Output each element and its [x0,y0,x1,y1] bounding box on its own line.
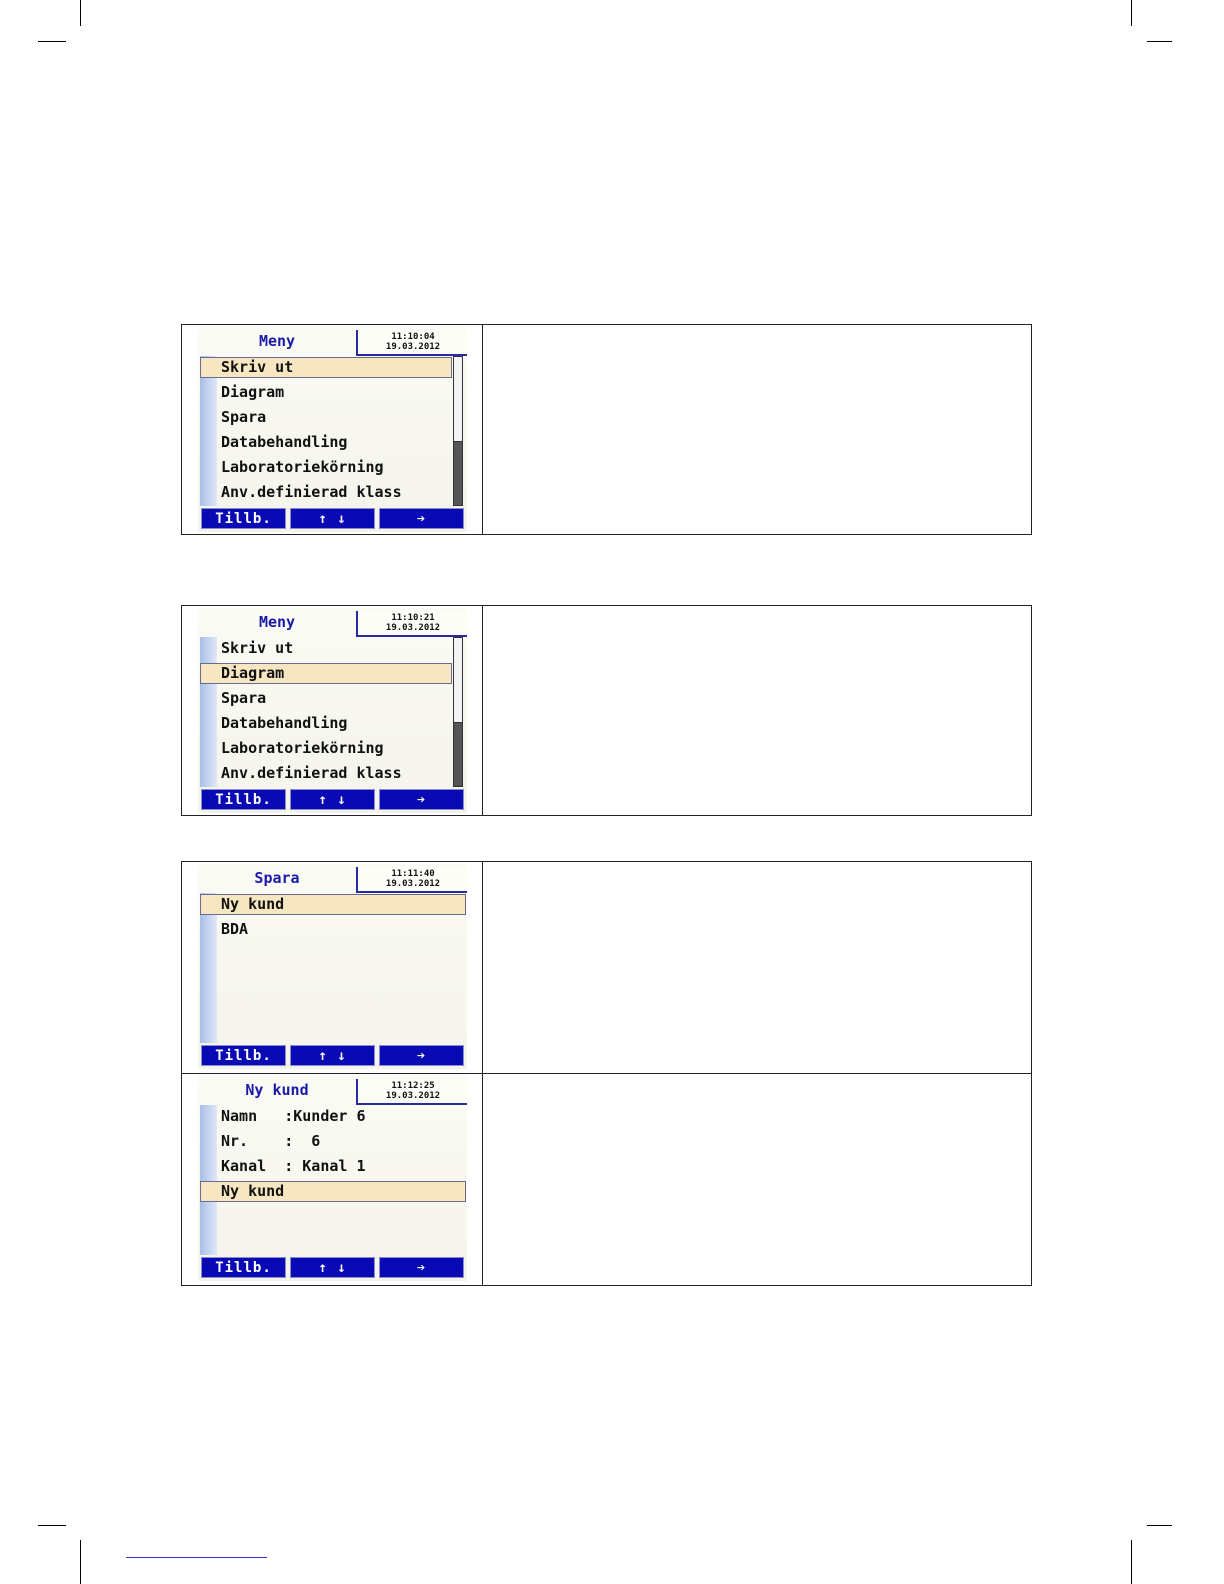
menu-item-user-defined-class[interactable]: Anv.definierad klass [221,764,402,782]
clock [356,330,467,356]
menu-item-diagram[interactable]: Diagram [221,664,285,682]
clock-date: 19.03.2012 [385,879,441,889]
up-down-button[interactable]: ↑ ↓ [290,1045,375,1066]
scrollbar[interactable] [453,637,463,787]
field-number[interactable]: Nr. : 6 [221,1132,321,1150]
next-arrow-button[interactable]: ➔ [379,1045,464,1066]
left-gradient-bar [200,356,217,506]
footer-link-underline [126,1557,267,1558]
clock-date: 19.03.2012 [385,1091,441,1101]
next-arrow-button[interactable]: ➔ [379,1257,464,1278]
device-screen-meny-2 [198,607,467,813]
menu-item-bda[interactable]: BDA [221,920,249,938]
screen-title: Ny kund [245,1081,309,1099]
clock [356,867,467,893]
field-channel[interactable]: Kanal : Kanal 1 [221,1157,366,1175]
screen-title: Meny [258,332,296,350]
table-row [182,325,1031,534]
crop-mark [1147,1525,1172,1526]
back-button[interactable]: Tillb. [201,1045,286,1066]
left-gradient-bar [200,893,217,1043]
crop-mark [1131,0,1132,26]
table-row [182,1073,1031,1286]
table-row [182,862,1031,1073]
menu-item-data-processing[interactable]: Databehandling [221,433,348,451]
menu-item-user-defined-class[interactable]: Anv.definierad klass [221,483,402,501]
table-3 [181,861,1032,1286]
clock [356,1079,467,1105]
crop-mark [38,1525,66,1526]
crop-mark [80,0,81,26]
table-2 [181,605,1032,816]
menu-item-laboratory-run[interactable]: Laboratoriekörning [221,739,384,757]
scrollbar[interactable] [453,356,463,506]
up-down-button[interactable]: ↑ ↓ [290,789,375,810]
menu-item-new-customer[interactable]: Ny kund [221,1182,285,1200]
crop-mark [1131,1540,1132,1584]
clock-date: 19.03.2012 [385,623,441,633]
menu-item-new-customer[interactable]: Ny kund [221,895,285,913]
screen-title: Meny [258,613,296,631]
menu-item-save[interactable]: Spara [221,408,267,426]
clock-time: 11:10:21 [391,613,435,623]
field-name[interactable]: Namn :Kunder 6 [221,1107,366,1125]
table-1 [181,324,1032,535]
device-screen-new-customer [198,1075,467,1281]
back-button[interactable]: Tillb. [201,789,286,810]
screen-title: Spara [254,869,300,887]
next-arrow-button[interactable]: ➔ [379,508,464,529]
device-screen-meny-1 [198,326,467,532]
menu-item-data-processing[interactable]: Databehandling [221,714,348,732]
menu-item-save[interactable]: Spara [221,689,267,707]
clock [356,611,467,637]
description-cell [482,1074,1031,1286]
back-button[interactable]: Tillb. [201,508,286,529]
description-cell [482,862,1031,1073]
left-gradient-bar [200,637,217,787]
back-button[interactable]: Tillb. [201,1257,286,1278]
table-row [182,606,1031,815]
menu-item-laboratory-run[interactable]: Laboratoriekörning [221,458,384,476]
up-down-button[interactable]: ↑ ↓ [290,1257,375,1278]
description-cell [482,325,1031,534]
description-cell [482,606,1031,815]
clock-date: 19.03.2012 [385,342,441,352]
clock-time: 11:12:25 [391,1081,435,1091]
menu-item-diagram[interactable]: Diagram [221,383,285,401]
left-gradient-bar [200,1105,217,1255]
scrollbar-thumb[interactable] [454,357,462,442]
clock-time: 11:10:04 [391,332,435,342]
device-screen-spara [198,863,467,1069]
crop-mark [1147,41,1172,42]
crop-mark [38,41,66,42]
clock-time: 11:11:40 [391,869,435,879]
next-arrow-button[interactable]: ➔ [379,789,464,810]
crop-mark [80,1540,81,1584]
scrollbar-thumb[interactable] [454,638,462,723]
menu-item-print[interactable]: Skriv ut [221,639,294,657]
up-down-button[interactable]: ↑ ↓ [290,508,375,529]
menu-item-print[interactable]: Skriv ut [221,358,294,376]
